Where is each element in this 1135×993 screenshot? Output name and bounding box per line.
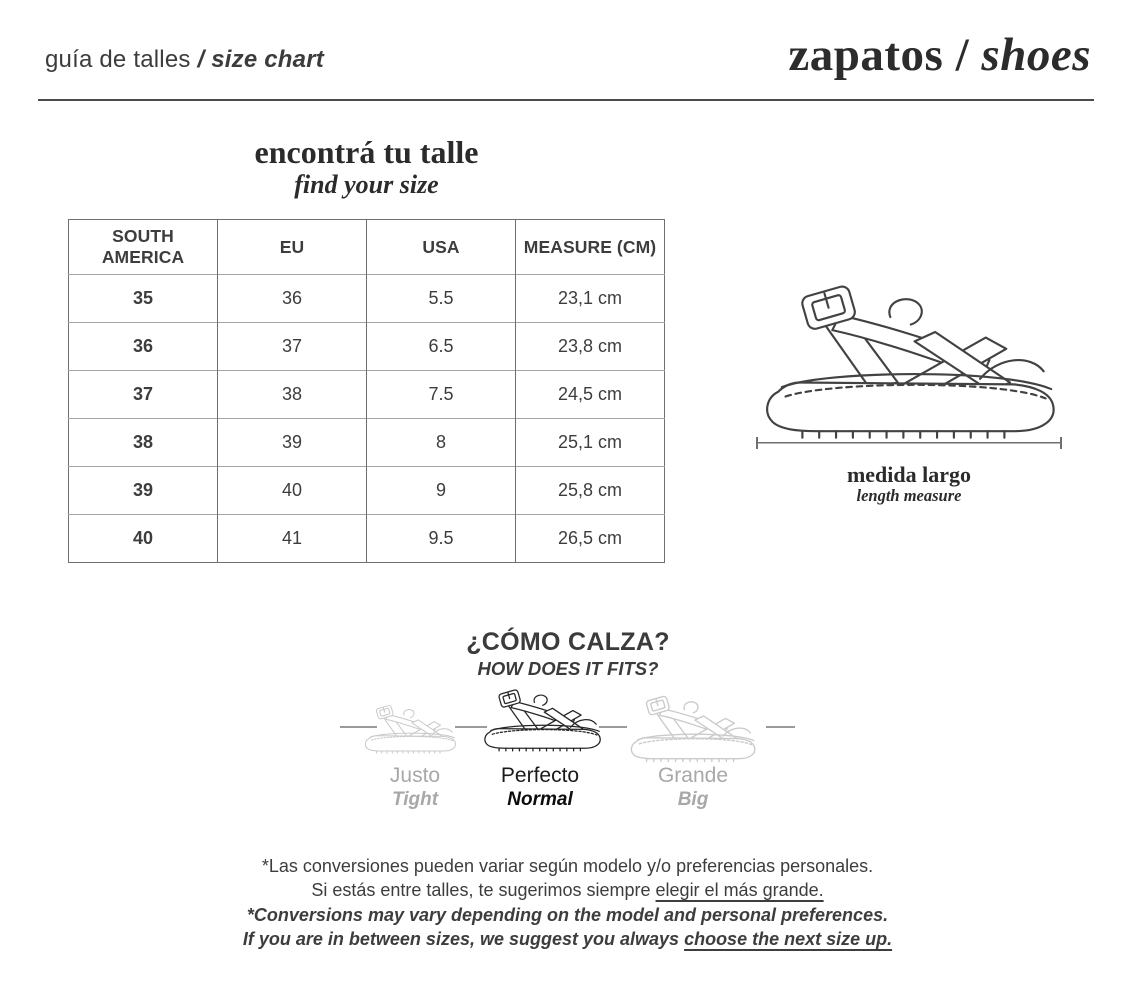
cell-measure: 26,5 cm	[516, 515, 665, 563]
cell-eu: 36	[218, 275, 367, 323]
fit-label-perfecto: Perfecto	[500, 764, 580, 787]
cell-measure: 23,8 cm	[516, 323, 665, 371]
fit-label-big: Big	[677, 789, 709, 810]
cell-sa: 38	[69, 419, 218, 467]
cell-measure: 25,1 cm	[516, 419, 665, 467]
footnote-es-line2-text: Si estás entre talles, te sugerimos siempre	[311, 880, 651, 900]
cell-measure: 25,8 cm	[516, 467, 665, 515]
footnote-es-line2	[0, 880, 1135, 901]
page-title-en: size chart	[211, 46, 324, 73]
sandal-illustration-icon	[750, 270, 1068, 452]
page-title-separator: /	[197, 46, 205, 73]
cell-eu: 37	[218, 323, 367, 371]
length-measure-line	[756, 437, 1062, 449]
measure-label-en: length measure	[856, 486, 962, 505]
column-header-south-america: SOUTH AMERICA	[101, 226, 185, 267]
measure-label-es: medida largo	[846, 462, 972, 487]
cell-measure: 24,5 cm	[516, 371, 665, 419]
page-title-es: guía de talles	[45, 46, 191, 73]
fit-label-tight: Tight	[391, 789, 439, 810]
header-divider	[38, 99, 1094, 101]
footnote-es-line2-underlined: elegir el más grande.	[655, 880, 824, 900]
category-title-separator: /	[955, 29, 970, 81]
cell-measure: 23,1 cm	[516, 275, 665, 323]
size-conversion-table	[68, 219, 665, 563]
table-row	[69, 515, 665, 563]
table-row	[69, 323, 665, 371]
fit-label-justo: Justo	[389, 764, 441, 787]
table-row	[69, 275, 665, 323]
table-row	[69, 419, 665, 467]
fit-label-normal: Normal	[507, 789, 573, 810]
cell-eu: 41	[218, 515, 367, 563]
cell-eu: 39	[218, 419, 367, 467]
footnote-en-line2	[0, 929, 1135, 950]
table-header-row	[69, 220, 665, 275]
cell-sa: 36	[69, 323, 218, 371]
cell-eu: 40	[218, 467, 367, 515]
cell-sa: 39	[69, 467, 218, 515]
fit-label-grande: Grande	[657, 764, 729, 787]
cell-usa: 7.5	[367, 371, 516, 419]
cell-sa: 35	[69, 275, 218, 323]
cell-eu: 38	[218, 371, 367, 419]
column-header-usa: USA	[367, 220, 516, 275]
footnote-en-line1: *Conversions may vary depending on the model and personal preferences.	[246, 905, 889, 925]
column-header-measure: MEASURE (CM)	[516, 220, 665, 275]
footnote-en-line2-underlined: choose the next size up.	[684, 929, 893, 949]
cell-usa: 5.5	[367, 275, 516, 323]
cell-usa: 8	[367, 419, 516, 467]
footnote-en-line2-text: If you are in between sizes, we suggest you always	[242, 929, 680, 949]
fit-option-big-icon	[624, 689, 761, 768]
fit-option-normal-icon	[478, 683, 606, 757]
fit-heading-es: ¿CÓMO CALZA?	[466, 628, 670, 656]
table-row	[69, 467, 665, 515]
cell-usa: 9.5	[367, 515, 516, 563]
cell-sa: 40	[69, 515, 218, 563]
cell-usa: 6.5	[367, 323, 516, 371]
page-title	[45, 46, 324, 74]
fit-option-tight-icon	[360, 700, 460, 758]
cell-usa: 9	[367, 467, 516, 515]
fit-heading-en: HOW DOES IT FITS?	[477, 658, 659, 679]
category-title	[788, 28, 1091, 82]
fit-scale-segment	[766, 726, 795, 728]
table-row	[69, 371, 665, 419]
footnote-es-line1: *Las conversiones pueden variar según modelo y/o preferencias personales.	[261, 856, 874, 876]
find-size-heading-es: encontrá tu talle	[254, 134, 479, 170]
cell-sa: 37	[69, 371, 218, 419]
category-title-en: shoes	[981, 29, 1091, 81]
find-size-heading-en: find your size	[294, 170, 439, 199]
category-title-es: zapatos	[788, 29, 944, 81]
column-header-eu: EU	[218, 220, 367, 275]
